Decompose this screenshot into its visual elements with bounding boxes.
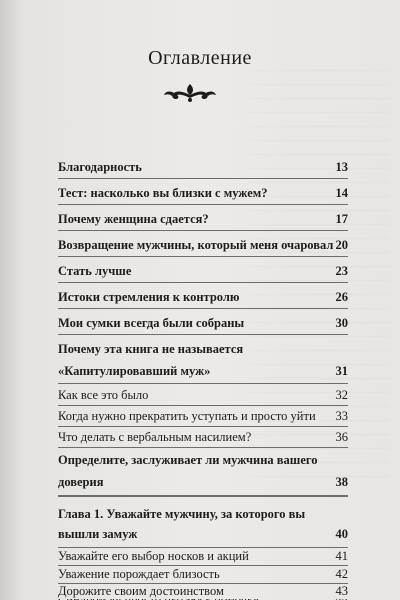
toc-entry — [58, 288, 348, 306]
toc-entry-page: 14 — [335, 186, 348, 200]
toc-entry-title: Уважайте его выбор носков и акций — [58, 549, 249, 563]
toc-entry-title: Что делать с вербальным насилием? — [58, 430, 252, 444]
toc-entry-title-line2: «Капитулировавший муж» — [58, 364, 211, 378]
toc-entry-title-line1: Почему эта книга не называется — [58, 342, 244, 356]
divider — [58, 282, 348, 283]
toc-entry — [58, 451, 348, 491]
divider — [58, 178, 348, 179]
page-title: Оглавление — [148, 47, 252, 69]
toc-entry — [58, 158, 348, 176]
toc-entry-title-line2: вышли замуж — [58, 527, 138, 541]
toc-entry-title-line1: Определите, заслуживает ли мужчина вашего — [58, 453, 318, 467]
toc-chapter-entry — [58, 505, 348, 543]
toc-entry-page: 31 — [335, 364, 348, 378]
toc-entry-title: Стать лучше — [58, 264, 132, 278]
toc-entry-title: Как все это было — [58, 388, 149, 402]
toc-entry — [58, 386, 348, 404]
toc-entry — [58, 547, 348, 565]
toc-entry — [58, 210, 348, 228]
toc-entry-title: Мои сумки всегда были собраны — [58, 316, 245, 330]
toc-entry — [58, 583, 348, 599]
divider — [58, 204, 348, 205]
toc-entry-title: Тест: насколько вы близки с мужем? — [58, 186, 268, 200]
toc-entry-title: Благодарность — [58, 160, 142, 174]
toc-entry — [58, 184, 348, 202]
toc-entry-page: 26 — [335, 290, 348, 304]
divider — [58, 334, 348, 335]
toc-entry-title: Когда нужно прекратить уступать и просто уйти — [58, 409, 316, 423]
toc-entry-page: 42 — [335, 567, 348, 581]
divider — [58, 426, 348, 427]
toc-entry-page: 13 — [335, 160, 348, 174]
toc-entry-title-line2: доверия — [58, 475, 104, 489]
toc-entry — [58, 428, 348, 446]
divider — [58, 447, 348, 448]
toc-entry-title: Уважение порождает близость — [58, 567, 220, 581]
toc-entry — [58, 340, 348, 380]
section-divider — [58, 495, 348, 497]
toc-entry-title: Почему женщина сдается? — [58, 212, 209, 226]
toc-entry — [58, 314, 348, 332]
toc-entry-page: 40 — [335, 527, 348, 541]
divider — [58, 405, 348, 406]
toc-entry-page: 32 — [335, 388, 348, 402]
toc-entry-title: Дорожите своим достоинством — [58, 584, 224, 598]
toc-entry — [58, 262, 348, 280]
toc-entry — [58, 407, 348, 425]
toc-entry-page: 36 — [335, 430, 348, 444]
toc-entry-title-line1: Глава 1. Уважайте мужчину, за которого вы — [58, 507, 306, 521]
toc-entry-page: 41 — [335, 549, 348, 563]
toc-entry-page: 17 — [335, 212, 348, 226]
toc-entry-title: Возвращение мужчины, который меня очаровал — [58, 238, 334, 252]
toc-entry-page: 33 — [335, 409, 348, 423]
toc-entry-title: Истоки стремления к контролю — [58, 290, 240, 304]
divider — [58, 383, 348, 384]
divider — [58, 230, 348, 231]
divider — [58, 308, 348, 309]
toc-entry — [58, 236, 348, 254]
toc-entry-page: 30 — [335, 316, 348, 330]
toc-entry-page: 20 — [335, 238, 348, 252]
divider — [58, 256, 348, 257]
toc-entry-page: 23 — [335, 264, 348, 278]
toc-entry — [58, 565, 348, 583]
toc-entry-page: 43 — [335, 584, 348, 598]
toc-entry-page: 38 — [335, 475, 348, 489]
